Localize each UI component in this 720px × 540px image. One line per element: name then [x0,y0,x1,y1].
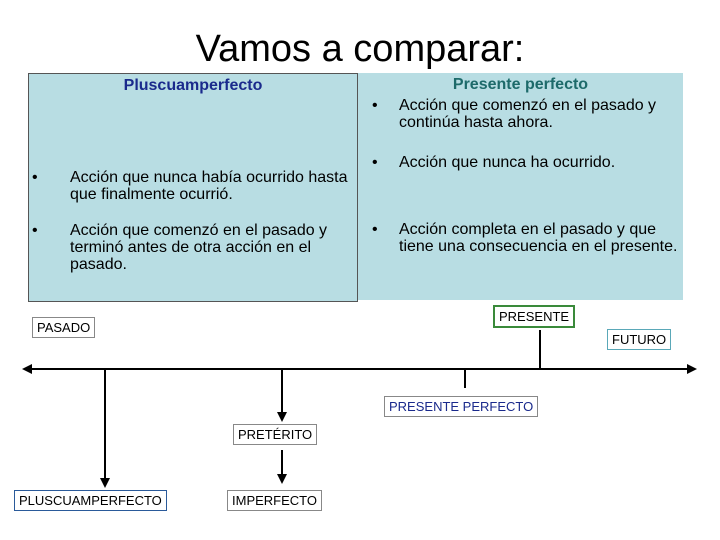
pasado-label: PASADO [32,317,95,338]
pluscuamperfecto-heading: Pluscuamperfecto [123,77,263,94]
pluscuamperfecto-panel: Pluscuamperfecto • Acción que nunca había ocurrido hasta que finalmente ocurrió. • Acción que comenzó en el pasado y terminó antes de otra acción en el pasado. [28,73,358,302]
bullet-icon: • [372,97,378,114]
pluscuamperfecto-label: PLUSCUAMPERFECTO [14,490,167,511]
bullet-icon: • [32,169,38,186]
bullet-icon: • [32,222,38,239]
bullet-icon: • [372,221,378,238]
presente-label: PRESENTE [493,305,575,328]
page-title: Vamos a comparar: [195,28,525,70]
imperfecto-label: IMPERFECTO [227,490,322,511]
presente-perfecto-panel: Presente perfecto • Acción que comenzó en el pasado y continúa hasta ahora. • Acción que nunca ha ocurrido. • Acción completa en el pasado y que tiene una consecuencia en el presente. [358,73,683,300]
bullet-icon: • [372,154,378,171]
presente-perfecto-heading: Presente perfecto [452,76,589,93]
preterito-label: PRETÉRITO [233,424,317,445]
futuro-label: FUTURO [607,329,671,350]
presente-perfecto-label: PRESENTE PERFECTO [384,396,538,417]
